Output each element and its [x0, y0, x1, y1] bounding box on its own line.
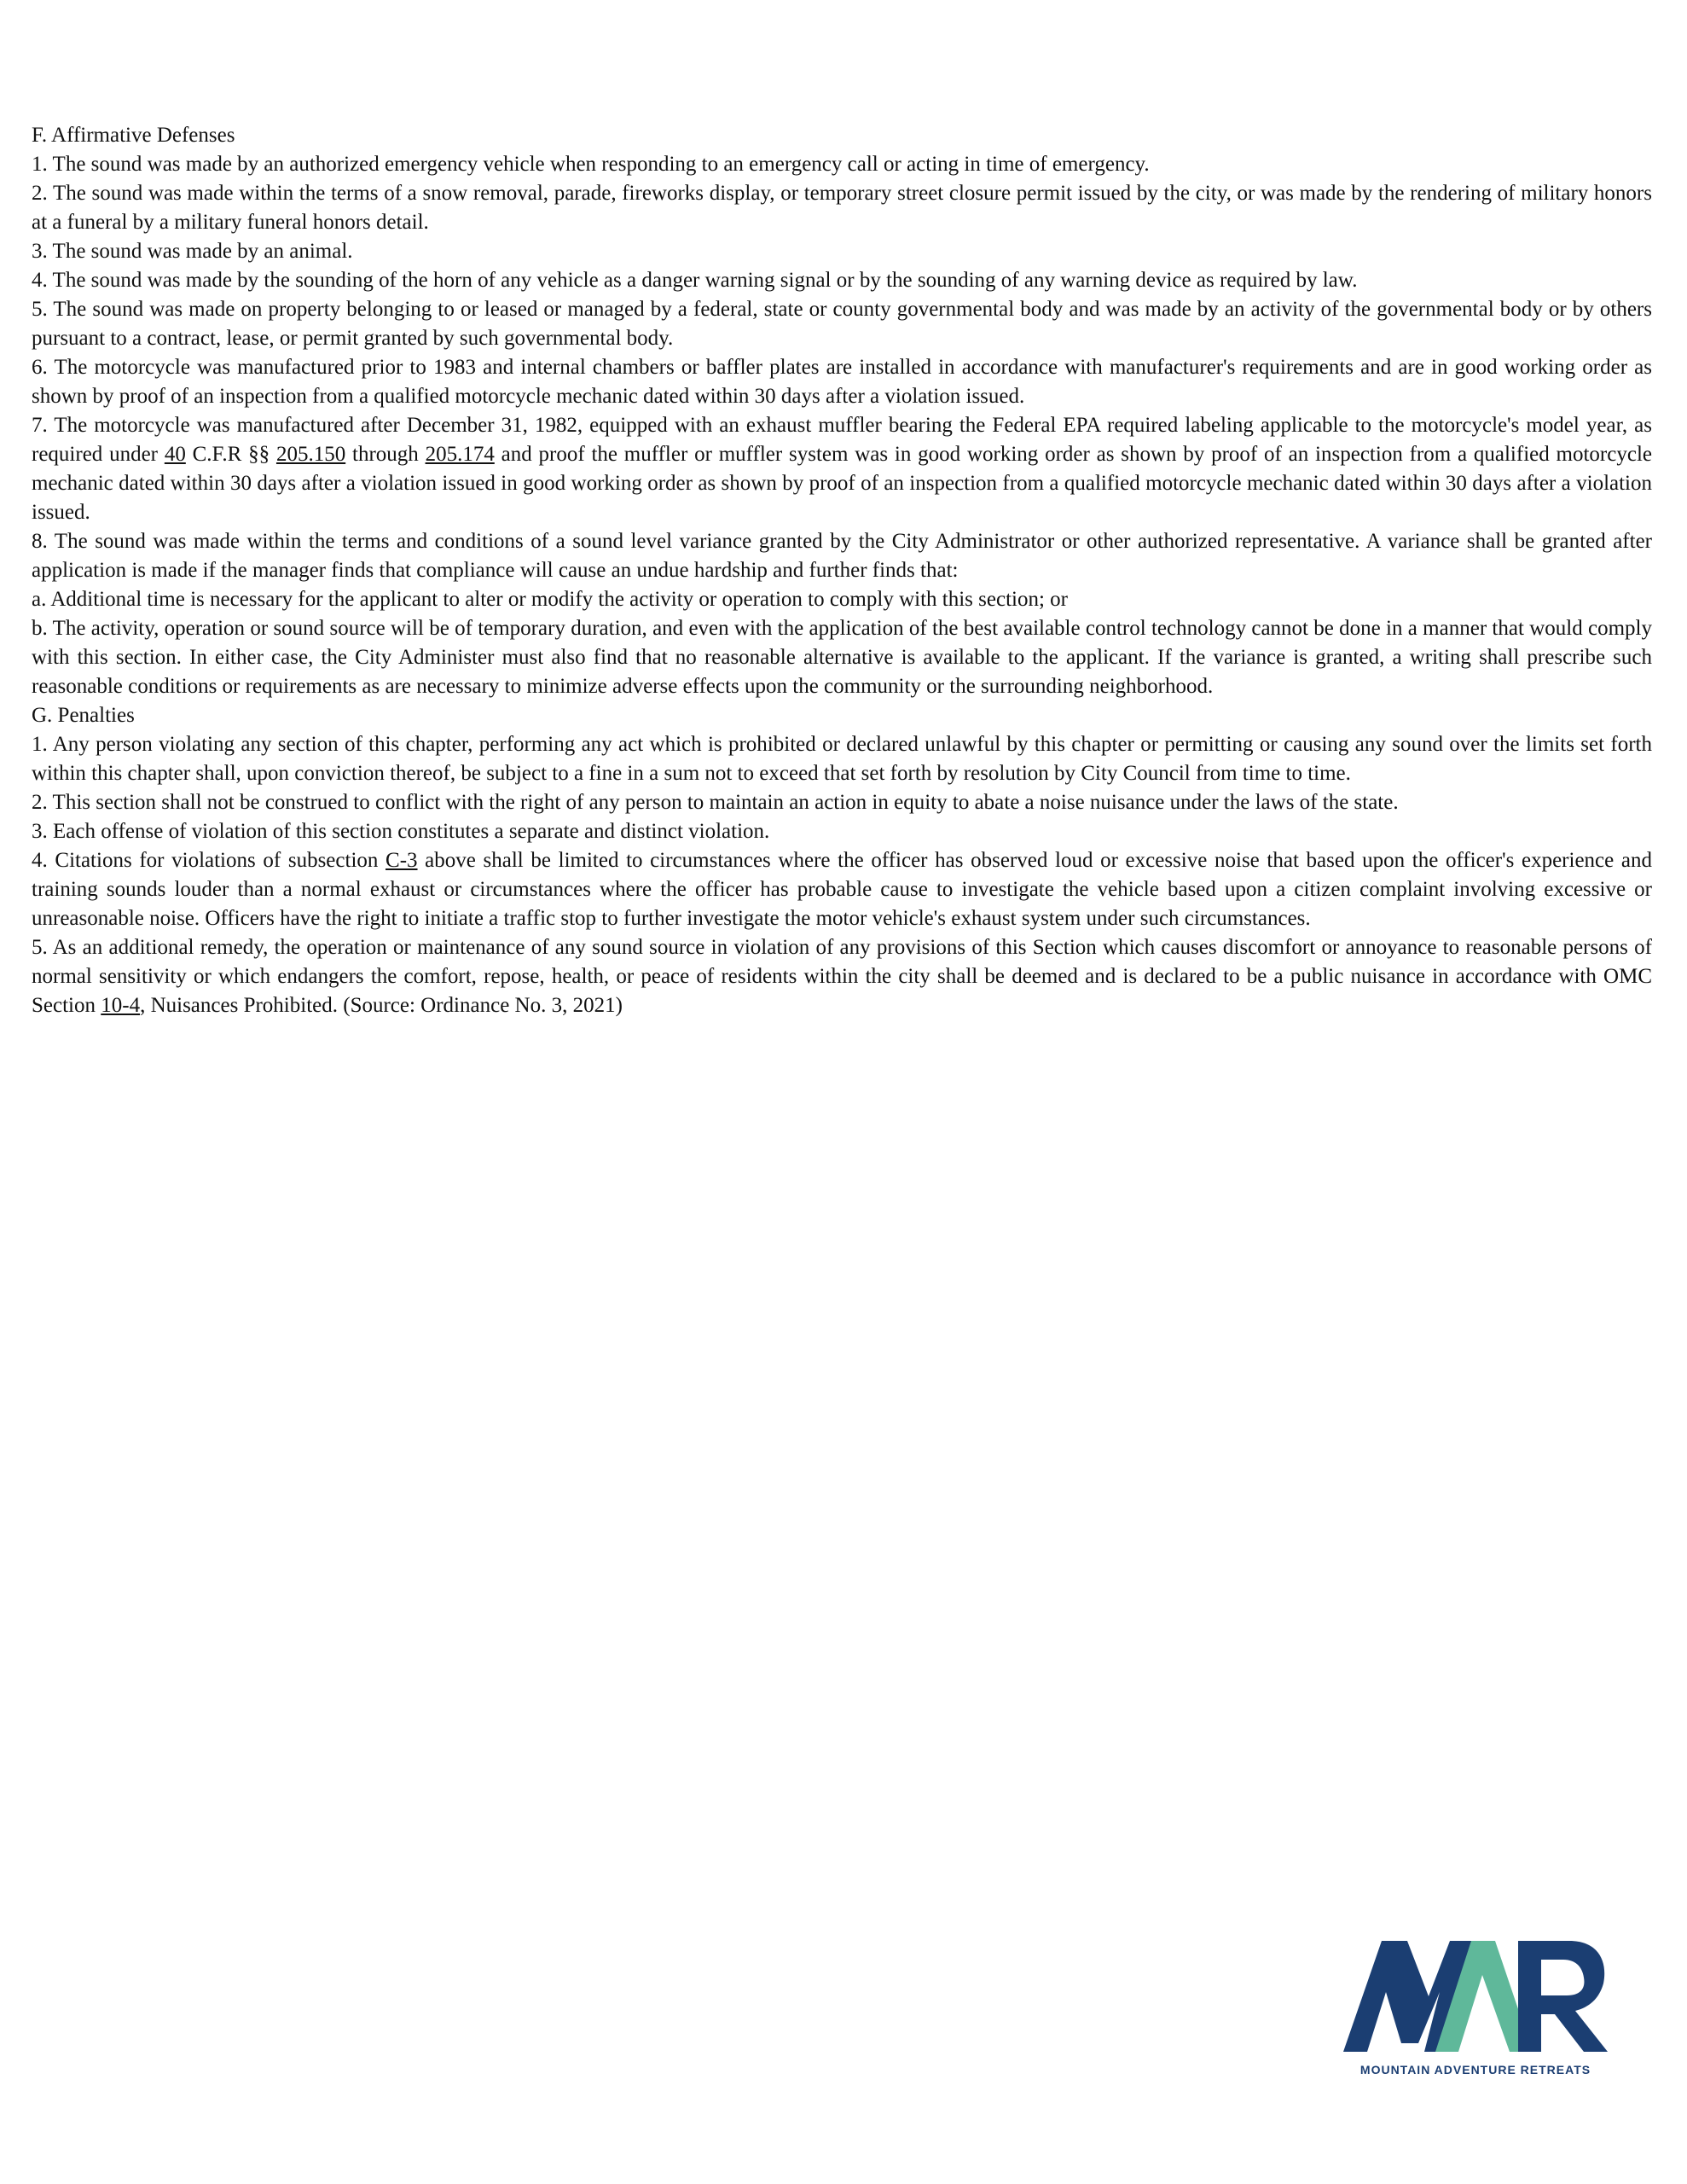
section-f-item-8a: a. Additional time is necessary for the applicant to alter or modify the activity or operation to comply with this section; or: [32, 588, 1068, 611]
cfr-205-150-link[interactable]: 205.150: [275, 443, 346, 466]
item-7-text-1: 7. The motorcycle was manufactured after December 31, 1982, equipped with an exhaust muffler bearing the Federal EPA required labeling applicable to the motorcycle's model year, as required under: [32, 414, 1652, 466]
omc-10-4-link[interactable]: 10-4: [101, 994, 141, 1017]
section-g-item-1: 1. Any person violating any section of this chapter, performing any act which is prohibited or declared unlawful by this chapter or permitting or causing any sound over the limits set forth within this chapter shall, upon conviction thereof, be subject to a fine in a sum not to exceed that set forth by resolution by City Council from time to time.: [32, 733, 1652, 785]
item-7-text-2: C.F.R §§: [185, 443, 276, 466]
section-f-item-4: 4. The sound was made by the sounding of the horn of any vehicle as a danger warning signal or by the sounding of any warning device as required by law.: [32, 269, 1358, 292]
logo-letter-r: [1518, 1941, 1608, 2052]
section-g-item-5: [32, 933, 1652, 1020]
section-f-item-7: [32, 411, 1652, 527]
section-g-heading: G. Penalties: [32, 704, 135, 727]
cfr-title-link[interactable]: 40: [164, 443, 186, 466]
logo-tagline: MOUNTAIN ADVENTURE RETREATS: [1359, 2063, 1591, 2077]
document-body: [32, 121, 1652, 1020]
cfr-205-174-link[interactable]: 205.174: [425, 443, 495, 466]
subsection-c3-link[interactable]: C-3: [386, 849, 418, 872]
section-f-item-8: 8. The sound was made within the terms and conditions of a sound level variance granted by the City Administrator or other authorized representative. A variance shall be granted after application is made if the manager finds that compliance will cause an undue hardship and further finds that:: [32, 530, 1652, 582]
section-f-item-8b: b. The activity, operation or sound source will be of temporary duration, and even with the application of the best available control technology cannot be done in a manner that would comply with this section. In either case, the City Administer must also find that no reasonable alternative is available to the applicant. If the variance is granted, a writing shall prescribe such reasonable conditions or requirements as are necessary to minimize adverse effects upon the community or the surrounding neighborhood.: [32, 617, 1652, 698]
section-f-item-3: 3. The sound was made by an animal.: [32, 240, 353, 263]
mar-logo: [1343, 1924, 1608, 2077]
section-f-item-1: 1. The sound was made by an authorized emergency vehicle when responding to an emergency call or acting in time of emergency.: [32, 153, 1150, 176]
section-g-item-2: 2. This section shall not be construed to conflict with the right of any person to maintain an action in equity to abate a noise nuisance under the laws of the state.: [32, 791, 1399, 814]
item-5-text-2: , Nuisances Prohibited. (Source: Ordinance No. 3, 2021): [140, 994, 623, 1017]
item-5-text-1: 5. As an additional remedy, the operation or maintenance of any sound source in violation of any provisions of this Section which causes discomfort or annoyance to reasonable persons of normal sensitivity or which endangers the comfort, repose, health, or peace of residents within the city shall be deemed and is declared to be a public nuisance in accordance with OMC Section: [32, 936, 1652, 1017]
item-4-text-2: above shall be limited to circumstances where the officer has observed loud or excessive noise that based upon the officer's experience and training sounds louder than a normal exhaust or circumstances where the officer has probable cause to investigate the vehicle based upon a citizen complaint involving excessive or unreasonable noise. Officers have the right to initiate a traffic stop to further investigate the motor vehicle's exhaust system under such circumstances.: [32, 849, 1652, 930]
item-7-text-4: and proof the muffler or muffler system was in good working order as shown by proof of an inspection from a qualified motorcycle mechanic dated within 30 days after a violation issued in good working order as shown by proof of an inspection from a qualified motorcycle mechanic dated within 30 days after a violation issued.: [32, 443, 1652, 524]
section-f-item-5: 5. The sound was made on property belonging to or leased or managed by a federal, state or county governmental body and was made by an activity of the governmental body or by others pursuant to a contract, lease, or permit granted by such governmental body.: [32, 298, 1652, 350]
section-g-item-4: [32, 846, 1652, 933]
item-4-text-1: 4. Citations for violations of subsection: [32, 849, 386, 872]
section-g-item-3: 3. Each offense of violation of this section constitutes a separate and distinct violation.: [32, 820, 770, 843]
item-7-text-3: through: [345, 443, 426, 466]
section-f-item-2: 2. The sound was made within the terms of a snow removal, parade, fireworks display, or temporary street closure permit issued by the city, or was made by the rendering of military honors at a funeral by a military funeral honors detail.: [32, 182, 1652, 234]
section-f-item-6: 6. The motorcycle was manufactured prior to 1983 and internal chambers or baffler plates are installed in accordance with manufacturer's requirements and are in good working order as shown by proof of an inspection from a qualified motorcycle mechanic dated within 30 days after a violation issued.: [32, 356, 1652, 408]
section-f-heading: F. Affirmative Defenses: [32, 124, 235, 147]
